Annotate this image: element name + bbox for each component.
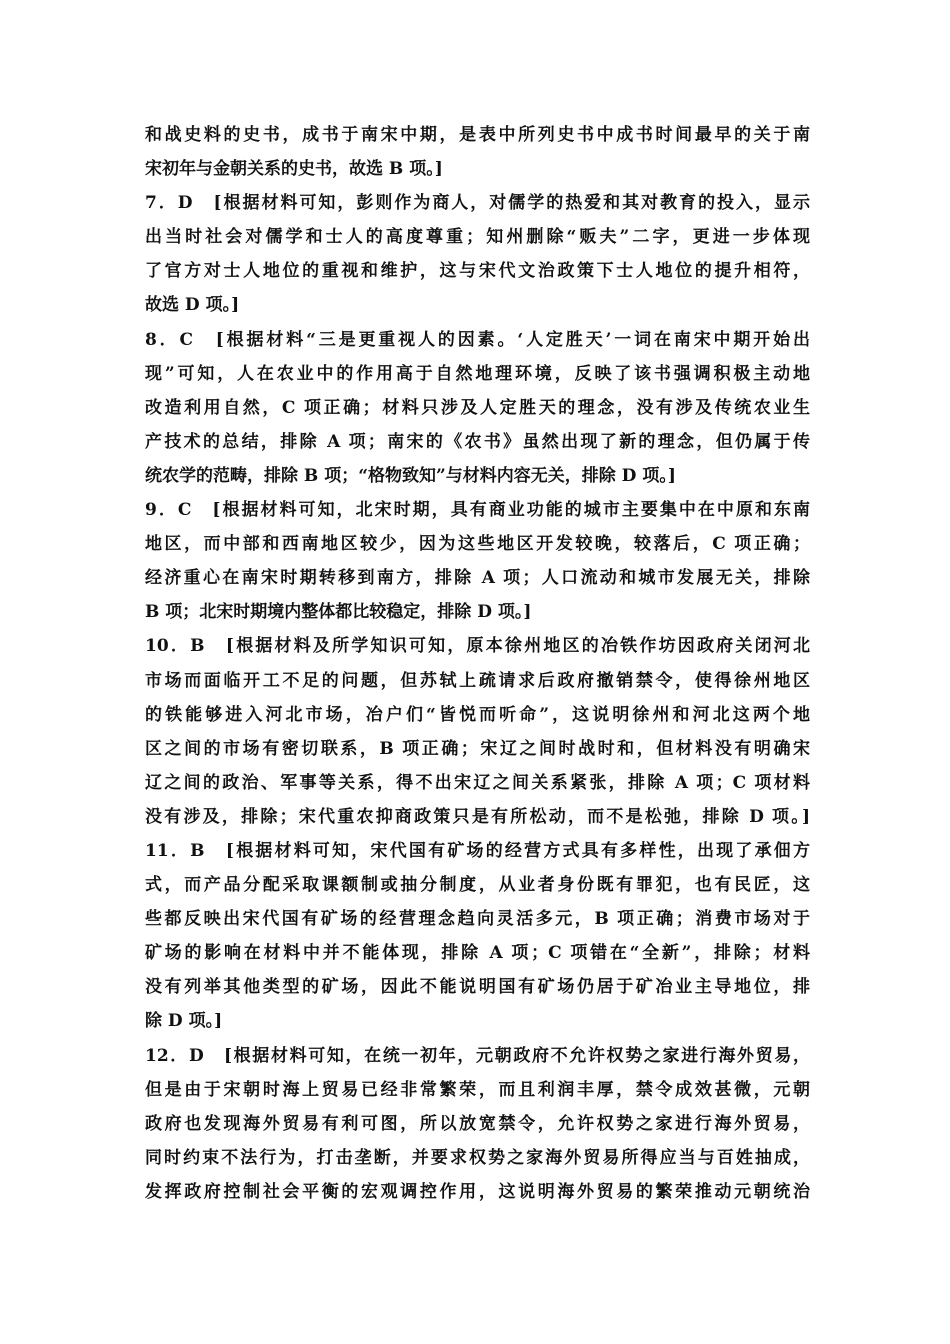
text-line: 区之间的市场有密切联系，B 项正确；宋辽之间时战时和，但材料没有明确宋 <box>145 738 810 759</box>
text-line: 政府也发现海外贸易有利可图，所以放宽禁令，允许权势之家进行海外贸易， <box>145 1113 810 1134</box>
text-line: 市场而面临开工不足的问题，但苏轼上疏请求后政府撤销禁令，使得徐州地区 <box>145 670 810 691</box>
text-line: 发挥政府控制社会平衡的宏观调控作用，这说明海外贸易的繁荣推动元朝统治 <box>145 1181 810 1202</box>
text-line: 出当时社会对儒学和士人的高度尊重；知州删除“贩夫”二字，更进一步体现 <box>145 227 810 248</box>
text-line: 12．D [根据材料可知，在统一初年，元朝政府不允许权势之家进行海外贸易， <box>145 1045 810 1066</box>
answer-text-block <box>145 118 810 1209</box>
text-line: 了官方对士人地位的重视和维护，这与宋代文治政策下士人地位的提升相符， <box>145 261 810 282</box>
text-line: 现”可知，人在农业中的作用高于自然地理环境，反映了该书强调积极主动地 <box>145 363 810 384</box>
text-line: 地区，而中部和西南地区较少，因为这些地区开发较晚，较落后，C 项正确； <box>145 534 810 555</box>
text-line: 宋初年与金朝关系的史书，故选 B 项。] <box>145 159 443 180</box>
text-line: 8．C [根据材料“三是更重视人的因素。‘人定胜天’一词在南宋中期开始出 <box>145 329 810 350</box>
text-line: 9．C [根据材料可知，北宋时期，具有商业功能的城市主要集中在中原和东南 <box>145 500 810 521</box>
text-line: 7．D [根据材料可知，彭则作为商人，对儒学的热爱和其对教育的投入，显示 <box>145 193 810 214</box>
text-line: 11．B [根据材料可知，宋代国有矿场的经营方式具有多样性，出现了承佃方 <box>145 840 810 861</box>
text-line: B 项；北宋时期境内整体都比较稳定，排除 D 项。] <box>145 602 532 623</box>
text-line: 没有涉及，排除；宋代重农抑商政策只是有所松动，而不是松弛，排除 D 项。] <box>145 806 810 827</box>
text-line: 矿场的影响在材料中并不能体现，排除 A 项；C 项错在“全新”，排除；材料 <box>145 943 810 964</box>
text-line: 式，而产品分配采取课额制或抽分制度，从业者身份既有罪犯，也有民匠，这 <box>145 875 810 896</box>
text-line: 经济重心在南宋时期转移到南方，排除 A 项；人口流动和城市发展无关，排除 <box>145 568 810 589</box>
text-line: 10．B [根据材料及所学知识可知，原本徐州地区的冶铁作坊因政府关闭河北 <box>145 636 810 657</box>
text-line: 除 D 项。] <box>145 1011 223 1032</box>
text-line: 但是由于宋朝时海上贸易已经非常繁荣，而且利润丰厚，禁令成效甚微，元朝 <box>145 1079 810 1100</box>
text-line: 统农学的范畴，排除 B 项；“格物致知”与材料内容无关，排除 D 项。] <box>145 465 676 486</box>
text-line: 同时约束不法行为，打击垄断，并要求权势之家海外贸易所得应当与百姓抽成， <box>145 1147 810 1168</box>
text-line: 故选 D 项。] <box>145 295 240 316</box>
text-line: 的铁能够进入河北市场，冶户们“皆悦而听命”，这说明徐州和河北这两个地 <box>145 704 810 725</box>
text-line: 没有列举其他类型的矿场，因此不能说明国有矿场仍居于矿冶业主导地位，排 <box>145 977 810 998</box>
text-line: 和战史料的史书，成书于南宋中期，是表中所列史书中成书时间最早的关于南 <box>145 125 810 145</box>
text-line: 辽之间的政治、军事等关系，得不出宋辽之间关系紧张，排除 A 项；C 项材料 <box>145 772 810 793</box>
text-line: 些都反映出宋代国有矿场的经营理念趋向灵活多元，B 项正确；消费市场对于 <box>145 909 810 930</box>
text-line: 改造利用自然，C 项正确；材料只涉及人定胜天的理念，没有涉及传统农业生 <box>145 397 810 418</box>
text-line: 产技术的总结，排除 A 项；南宋的《农书》虽然出现了新的理念，但仍属于传 <box>145 431 810 452</box>
